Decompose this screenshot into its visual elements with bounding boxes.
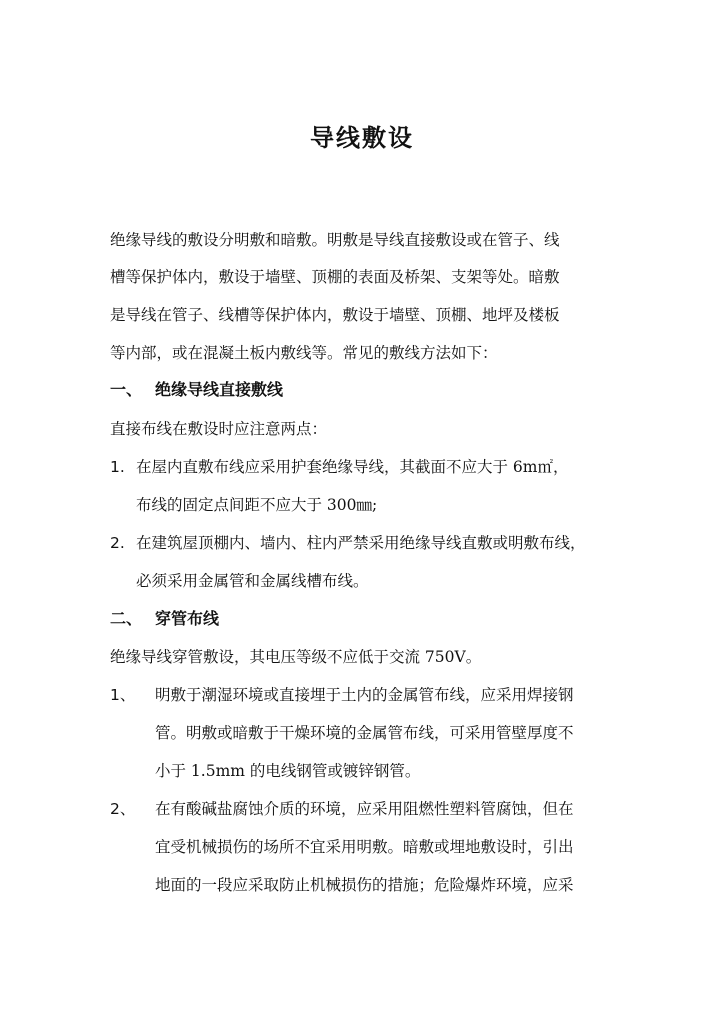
section1-number: 一、 [110, 380, 143, 399]
section1-item1-line1: 在屋内直敷布线应采用护套绝缘导线，其截面不应大于 6m㎡， [136, 458, 569, 476]
intro-line-2: 槽等保护体内，敷设于墙壁、顶棚的表面及桥架、支架等处。暗敷 [110, 268, 560, 286]
section1-item2-line2: 必须采用金属管和金属线槽布线。 [136, 572, 369, 590]
intro-line-1: 绝缘导线的敷设分明敷和暗敷。明敷是导线直接敷设或在管子、线 [110, 231, 560, 249]
section2-number: 二、 [110, 609, 143, 628]
section2-item1-number: 1、 [110, 686, 136, 704]
section1-item1-line2: 布线的固定点间距不应大于 300㎜; [136, 496, 378, 514]
section2-item1-line2: 管。明敷或暗敷于干燥环境的金属管布线，可采用管壁厚度不 [155, 724, 574, 742]
section2-item2-line3: 地面的一段应采取防止机械损伤的措施；危险爆炸环境，应采 [155, 876, 574, 894]
section1-item1-number: 1. [110, 458, 125, 476]
section1-heading: 绝缘导线直接敷线 [155, 380, 284, 399]
intro-line-3: 是导线在管子、线槽等保护体内，敷设于墙壁、顶棚、地坪及楼板 [110, 306, 560, 324]
section1-item2-line1: 在建筑屋顶棚内、墙内、柱内严禁采用绝缘导线直敷或明敷布线， [136, 534, 586, 552]
section2-item1-line1: 明敷于潮湿环境或直接埋于土内的金属管布线，应采用焊接钢 [155, 686, 574, 704]
section2-item2-line2: 宜受机械损伤的场所不宜采用明敷。暗敷或埋地敷设时，引出 [155, 838, 574, 856]
section1-item2-number: 2. [110, 534, 125, 552]
section2-item1-line3: 小于 1.5mm 的电线钢管或镀锌钢管。 [155, 762, 421, 780]
intro-line-4: 等内部，或在混凝土板内敷线等。常见的敷线方法如下： [110, 344, 498, 362]
section2-lead: 绝缘导线穿管敷设，其电压等级不应低于交流 750V。 [110, 648, 482, 666]
section2-item2-line1: 在有酸碱盐腐蚀介质的环境，应采用阻燃性塑料管腐蚀，但在 [155, 800, 574, 818]
page-title: 导线敷设 [310, 124, 414, 152]
section2-heading: 穿管布线 [155, 609, 220, 628]
section1-lead: 直接布线在敷设时应注意两点： [110, 420, 328, 438]
section2-item2-number: 2、 [110, 800, 136, 818]
